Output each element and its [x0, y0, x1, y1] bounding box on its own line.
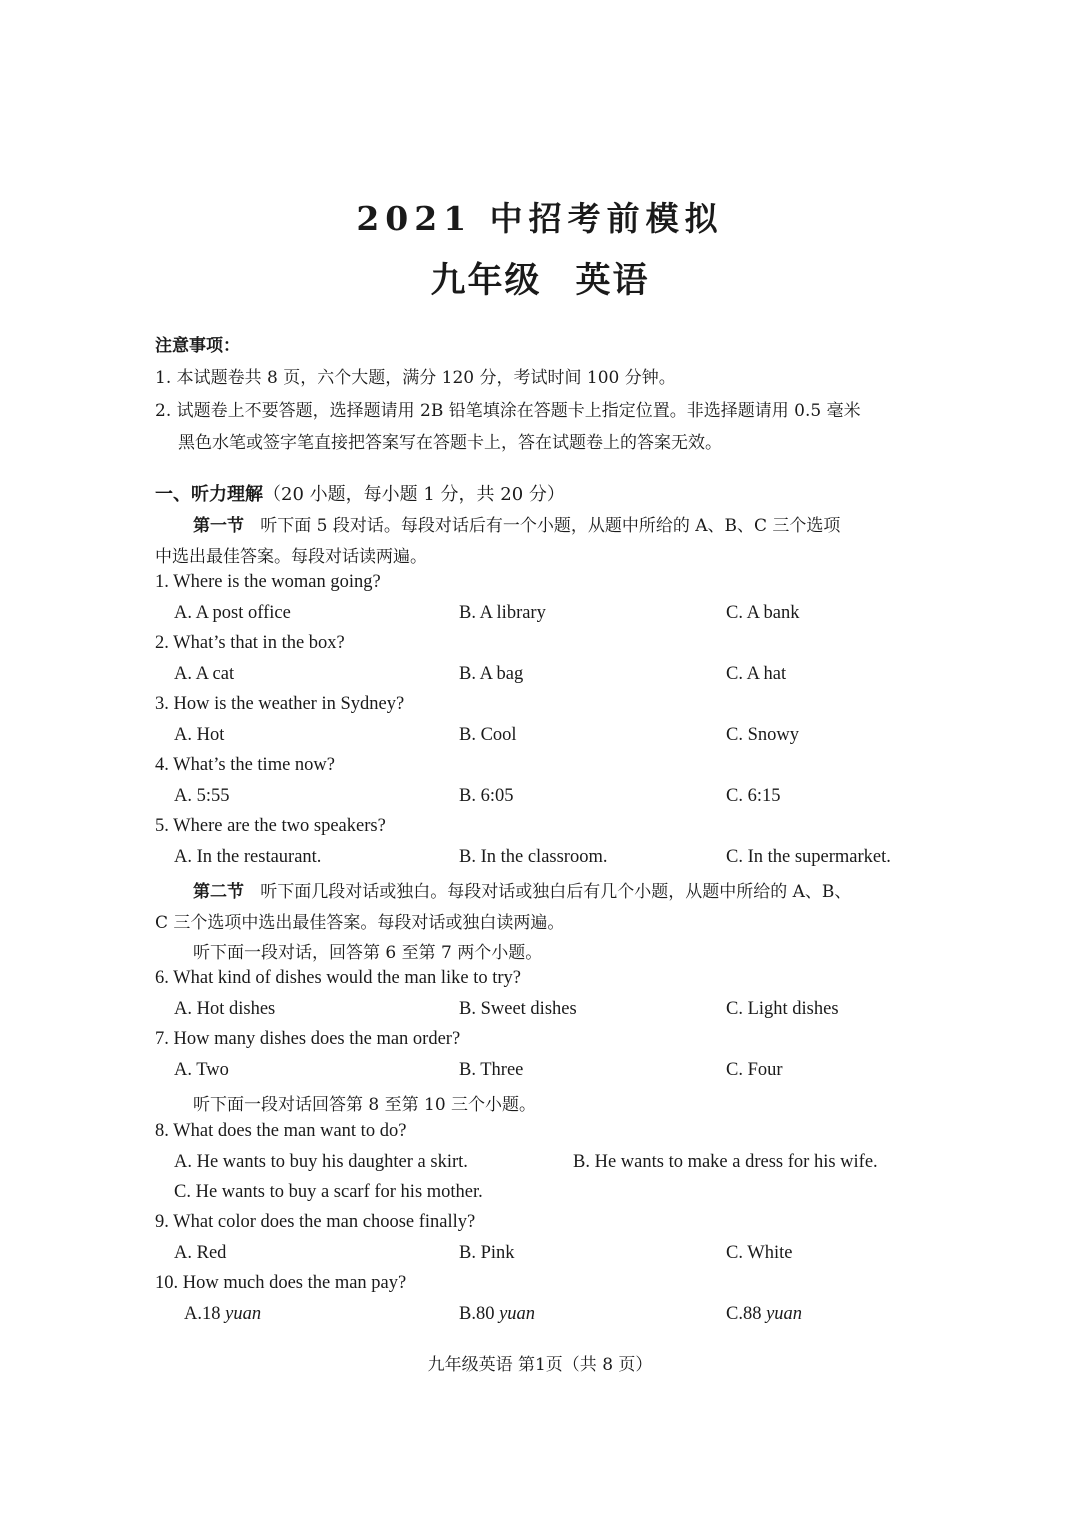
q5-option-a: A. In the restaurant. — [174, 847, 322, 867]
question-9: 9. What color does the man choose finally? — [155, 1212, 476, 1232]
q10-option-c — [726, 1304, 802, 1325]
question-3: 3. How is the weather in Sydney? — [155, 694, 405, 714]
q4-option-b: B. 6:05 — [459, 786, 514, 806]
question-10: 10. How much does the man pay? — [155, 1273, 407, 1293]
q4-option-a: A. 5:55 — [174, 786, 230, 806]
part-1-text: 听下面 5 段对话。每段对话后有一个小题，从题中所给的 A、B、C 三个选项 — [260, 516, 841, 536]
part-1-instruction — [193, 511, 840, 536]
q8-option-c: C. He wants to buy a scarf for his mother. — [174, 1182, 483, 1202]
grade-label: 九年级 — [430, 260, 542, 301]
q5-option-c: C. In the supermarket. — [726, 847, 891, 867]
question-4: 4. What’s the time now? — [155, 755, 335, 775]
q1-option-b: B. A library — [459, 603, 546, 623]
q3-option-a: A. Hot — [174, 725, 225, 745]
q4-option-c: C. 6:15 — [726, 786, 781, 806]
q9-option-b: B. Pink — [459, 1243, 515, 1263]
exam-subtitle — [0, 253, 1080, 303]
q2-option-c: C. A hat — [726, 664, 787, 684]
part-2-instruction — [193, 877, 851, 902]
q5-option-b: B. In the classroom. — [459, 847, 608, 867]
part-1-instruction-line-2: 中选出最佳答案。每段对话读两遍。 — [155, 547, 427, 567]
q7-option-b: B. Three — [459, 1060, 524, 1080]
notice-item-2-line-2: 黑色水笔或签字笔直接把答案写在答题卡上，答在试题卷上的答案无效。 — [178, 433, 722, 453]
q6-option-a: A. Hot dishes — [174, 999, 276, 1019]
exam-title: 2021 中招考前模拟 — [356, 199, 724, 238]
question-2: 2. What’s that in the box? — [155, 633, 345, 653]
q7-option-a: A. Two — [174, 1060, 229, 1080]
q2-option-a: A. A cat — [174, 664, 235, 684]
q10-option-c-amount: C.88 — [726, 1304, 762, 1324]
q10-option-b-unit: yuan — [499, 1304, 536, 1324]
q1-option-a: A. A post office — [174, 603, 291, 623]
question-6: 6. What kind of dishes would the man like to try? — [155, 968, 521, 988]
notice-item-2-line-1: 2. 试题卷上不要答题，选择题请用 2B 铅笔填涂在答题卡上指定位置。非选择题请用 0.5 毫米 — [155, 401, 861, 421]
section-1-heading — [155, 480, 565, 506]
q10-option-a-unit: yuan — [225, 1304, 262, 1324]
q6-option-b: B. Sweet dishes — [459, 999, 577, 1019]
section-1-title: 一、听力理解 — [155, 484, 263, 505]
part-2-text: 听下面几段对话或独白。每段对话或独白后有几个小题，从题中所给的 A、B、 — [260, 882, 852, 902]
question-8: 8. What does the man want to do? — [155, 1121, 407, 1141]
page-footer: 九年级英语 第1页（共 8 页） — [427, 1355, 653, 1375]
section-1-score-note: （20 小题，每小题 1 分，共 20 分） — [263, 484, 565, 505]
part-1-label: 第一节 — [193, 516, 244, 536]
q10-option-b-amount: B.80 — [459, 1304, 495, 1324]
q9-option-a: A. Red — [174, 1243, 227, 1263]
q8-option-b: B. He wants to make a dress for his wife. — [573, 1152, 878, 1172]
q10-option-b — [459, 1304, 535, 1325]
dialog-2-instruction: 听下面一段对话回答第 8 至第 10 三个小题。 — [193, 1095, 537, 1115]
q6-option-c: C. Light dishes — [726, 999, 839, 1019]
q3-option-b: B. Cool — [459, 725, 517, 745]
part-2-label: 第二节 — [193, 882, 244, 902]
q10-option-a — [184, 1304, 261, 1325]
q7-option-c: C. Four — [726, 1060, 783, 1080]
q1-option-c: C. A bank — [726, 603, 800, 623]
subject-label: 英语 — [575, 260, 650, 301]
q9-option-c: C. White — [726, 1243, 793, 1263]
q10-option-c-unit: yuan — [766, 1304, 803, 1324]
part-2-instruction-line-2: C 三个选项中选出最佳答案。每段对话或独白读两遍。 — [155, 913, 565, 933]
question-7: 7. How many dishes does the man order? — [155, 1029, 461, 1049]
q8-option-a: A. He wants to buy his daughter a skirt. — [174, 1152, 468, 1172]
question-1: 1. Where is the woman going? — [155, 572, 381, 592]
dialog-1-instruction: 听下面一段对话，回答第 6 至第 7 两个小题。 — [193, 943, 543, 963]
q10-option-a-amount: A.18 — [184, 1304, 221, 1324]
question-5: 5. Where are the two speakers? — [155, 816, 386, 836]
q2-option-b: B. A bag — [459, 664, 524, 684]
notice-heading: 注意事项： — [155, 336, 240, 356]
q3-option-c: C. Snowy — [726, 725, 799, 745]
notice-item-1: 1. 本试题卷共 8 页，六个大题，满分 120 分，考试时间 100 分钟。 — [155, 368, 676, 388]
